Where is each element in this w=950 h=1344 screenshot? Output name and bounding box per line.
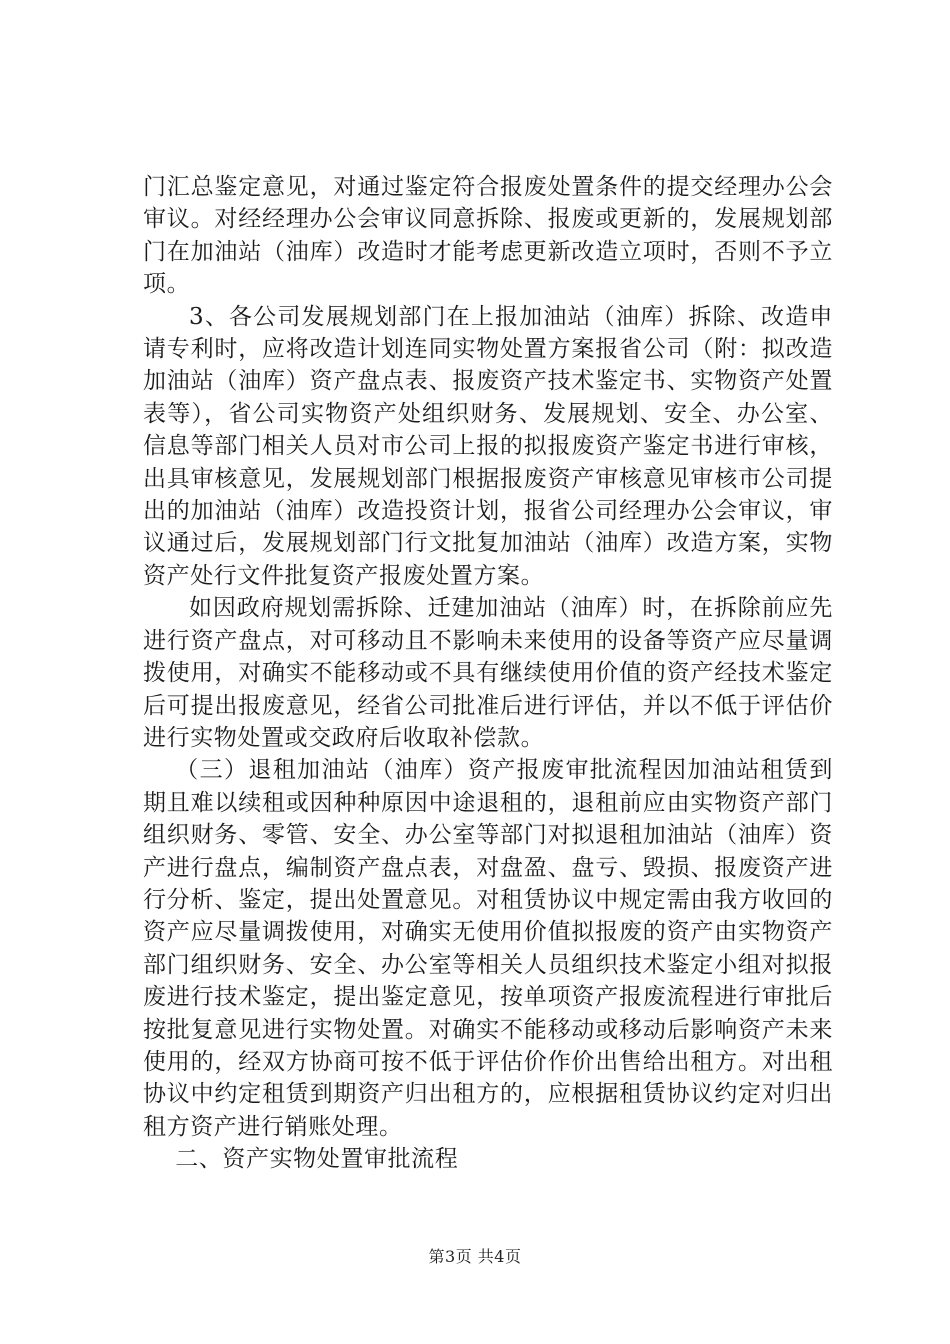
document-body: [143, 171, 833, 1176]
paragraph-government-relocation: 如因政府规划需拆除、迁建加油站（油库）时，在拆除前应先进行资产盘点，对可移动且不影响未来使用的设备等资产应尽量调拨使用，对确实不能移动或不具有继续使用价值的资产经技术鉴定后可提出报废意见，经省公司批准后进行评估，并以不低于评估价进行实物处置或交政府后收取补偿款。: [143, 595, 833, 751]
section-heading: 二、资产实物处置审批流程: [175, 1146, 459, 1173]
paragraph-item-3: 3、各公司发展规划部门在上报加油站（油库）拆除、改造申请专利时，应将改造计划连同实物处置方案报省公司（附：拟改造加油站（油库）资产盘点表、报废资产技术鉴定书、实物资产处置表等），省公司实物资产处组织财务、发展规划、安全、办公室、信息等部门相关人员对市公司上报的拟报废资产鉴定书进行审核，出具审核意见，发展规划部门根据报废资产审核意见审核市公司提出的加油站（油库）改造投资计划，报省公司经理办公会审议，审议通过后，发展规划部门行文批复加油站（油库）改造方案，实物资产处行文件批复资产报废处置方案。: [143, 303, 833, 589]
paragraph-lease-termination: （三）退租加油站（油库）资产报废审批流程因加油站租赁到期且难以续租或因种种原因中途退租的，退租前应由实物资产部门组织财务、零管、安全、办公室等部门对拟退租加油站（油库）资产进行盘点，编制资产盘点表，对盘盈、盘亏、毁损、报废资产进行分析、鉴定，提出处置意见。对租赁协议中规定需由我方收回的资产应尽量调拨使用，对确实无使用价值拟报废的资产由实物资产部门组织财务、安全、办公室等相关人员组织技术鉴定小组对拟报废进行技术鉴定，提出鉴定意见，按单项资产报废流程进行审批后按批复意见进行实物处置。对确实不能移动或移动后影响资产未来使用的，经双方协商可按不低于评估价作价出售给出租方。对出租协议中约定租赁到期资产归出租方的，应根据租赁协议约定对归出租方资产进行销账处理。: [143, 757, 833, 1140]
paragraph-continuation: 门汇总鉴定意见，对通过鉴定符合报废处置条件的提交经理办公会审议。对经经理办公会审议同意拆除、报废或更新的，发展规划部门在加油站（油库）改造时才能考虑更新改造立项时，否则不予立项。: [143, 174, 833, 298]
page-footer: 第3页 共4页: [428, 1247, 522, 1266]
